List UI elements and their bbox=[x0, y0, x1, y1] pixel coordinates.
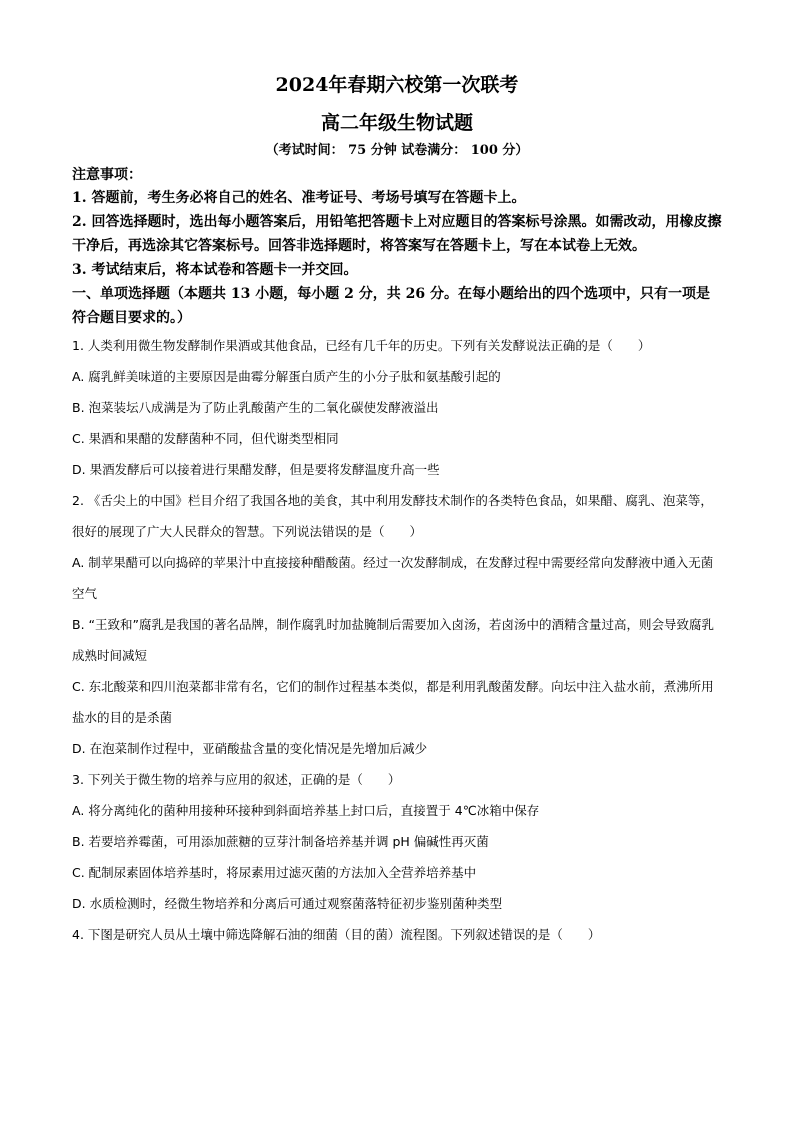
option-a: A. 将分离纯化的菌种用接种环接种到斜面培养基上封口后，直接置于 4℃冰箱中保存 bbox=[72, 803, 540, 818]
question-2 bbox=[72, 485, 722, 764]
option-b: B. 泡菜装坛八成满是为了防止乳酸菌产生的二氧化碳使发酵液溢出 bbox=[72, 400, 439, 415]
option-b: B. “王致和”腐乳是我国的著名品牌，制作腐乳时加盐腌制后需要加入卤汤，若卤汤中的酒精含量过高，则会导致腐乳成熟时间减短 bbox=[72, 617, 714, 663]
question-4 bbox=[72, 919, 722, 950]
exam-title: 2024年春期六校第一次联考 bbox=[275, 74, 519, 96]
question-stem: 2. 《舌尖上的中国》栏目介绍了我国各地的美食，其中利用发酵技术制作的各类特色食品，如果醋、腐乳、泡菜等，很好的展现了广大人民群众的智慧。下列说法错误的是（ ） bbox=[72, 493, 713, 539]
option-d: D. 果酒发酵后可以接着进行果醋发酵，但是要将发酵温度升高一些 bbox=[72, 462, 440, 477]
question-3 bbox=[72, 764, 722, 919]
question-stem: 4. 下图是研究人员从土壤中筛选降解石油的细菌（目的菌）流程图。下列叙述错误的是（ ） bbox=[72, 927, 601, 942]
option-c: C. 配制尿素固体培养基时，将尿素用过滤灭菌的方法加入全营养培养基中 bbox=[72, 865, 477, 880]
option-d: D. 水质检测时，经微生物培养和分离后可通过观察菌落特征初步鉴别菌种类型 bbox=[72, 896, 503, 911]
section-heading: 一、单项选择题（本题共 13 小题，每小题 2 分，共 26 分。在每小题给出的四个选项中，只有一项是符合题目要求的。） bbox=[72, 286, 710, 326]
option-c: C. 东北酸菜和四川泡菜都非常有名，它们的制作过程基本类似，都是利用乳酸菌发酵。向坛中注入盐水前，煮沸所用盐水的目的是杀菌 bbox=[72, 679, 714, 725]
exam-subtitle: 高二年级生物试题 bbox=[320, 112, 473, 134]
option-d: D. 在泡菜制作过程中，亚硝酸盐含量的变化情况是先增加后减少 bbox=[72, 741, 428, 756]
exam-info: （考试时间： 75 分钟 试卷满分： 100 分） bbox=[265, 143, 529, 158]
option-c: C. 果酒和果醋的发酵菌种不同，但代谢类型相同 bbox=[72, 431, 339, 446]
exam-page bbox=[72, 62, 722, 950]
notice-item-3: 3. 考试结束后，将本试卷和答题卡一并交回。 bbox=[72, 262, 358, 278]
notice-heading: 注意事项： bbox=[72, 167, 142, 183]
option-b: B. 若要培养霉菌，可用添加蔗糖的豆芽汁制备培养基并调 pH 偏碱性再灭菌 bbox=[72, 834, 489, 849]
option-a: A. 制苹果醋可以向捣碎的苹果汁中直接接种醋酸菌。经过一次发酵制成，在发酵过程中需要经常向发酵液中通入无菌空气 bbox=[72, 555, 714, 601]
question-1 bbox=[72, 330, 722, 485]
notice-item-1: 1. 答题前，考生务必将自己的姓名、准考证号、考场号填写在答题卡上。 bbox=[72, 190, 526, 206]
notice-item-2: 2. 回答选择题时，选出每小题答案后，用铅笔把答题卡上对应题目的答案标号涂黑。如需改动，用橡皮擦干净后，再选涂其它答案标号。回答非选择题时，将答案写在答题卡上，写在本试卷上无效。 bbox=[72, 214, 722, 254]
question-stem: 3. 下列关于微生物的培养与应用的叙述，正确的是（ ） bbox=[72, 772, 401, 787]
question-stem: 1. 人类利用微生物发酵制作果酒或其他食品，已经有几千年的历史。下列有关发酵说法正确的是（ ） bbox=[72, 338, 651, 353]
option-a: A. 腐乳鲜美味道的主要原因是曲霉分解蛋白质产生的小分子肽和氨基酸引起的 bbox=[72, 369, 501, 384]
